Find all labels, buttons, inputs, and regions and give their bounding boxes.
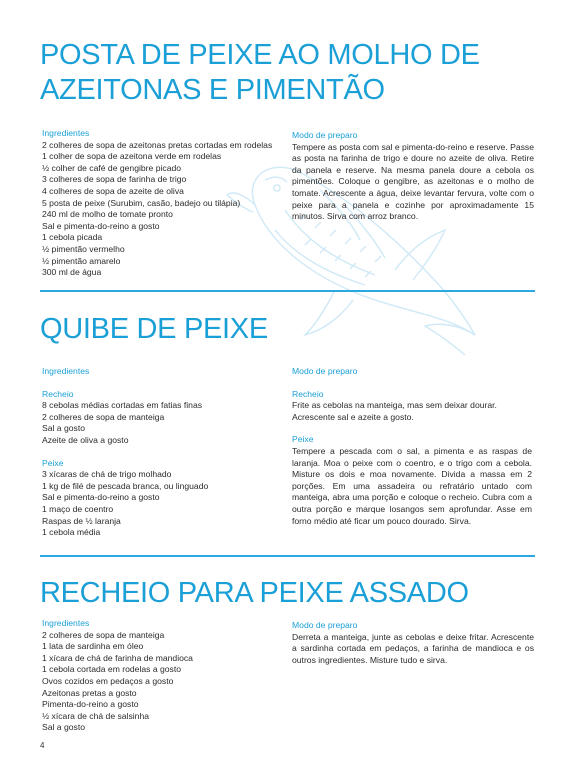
- ingredient-item: 1 maço de coentro: [42, 503, 114, 514]
- ingredients-heading: Ingredientes: [42, 366, 90, 376]
- ingredient-item: 3 xícaras de chá de trigo molhado: [42, 469, 172, 480]
- ingredient-item: 1 cebola média: [42, 527, 101, 538]
- method-section: [292, 620, 534, 666]
- ingredient-item: Sal e pimenta-do-reino a gosto: [42, 492, 160, 503]
- ingredient-item: 4 colheres de sopa de azeite de oliva: [42, 185, 184, 196]
- ingredient-item: 1 xícara de chá de farinha de mandioca: [42, 652, 193, 663]
- method-section: [292, 130, 534, 223]
- ingredients-section: [42, 128, 272, 279]
- method-heading: Modo de preparo: [292, 366, 358, 376]
- ingredient-item: 1 kg de filé de pescada branca, ou linguado: [42, 480, 209, 491]
- ingredient-item: ½ pimentão amarelo: [42, 255, 121, 266]
- ingredients-heading: Ingredientes: [42, 618, 90, 628]
- ingredients-list: [42, 140, 272, 279]
- ingredients-list: [42, 630, 272, 734]
- method-peixe-text: Tempere a pescada com o sal, a pimenta e as raspas de laranja. Moa o peixe com o coentro, e o trigo com a cebola. Misture os dois e moa novamente. Divida a massa em 2 porções. Em uma assadeira ou refratário untado com manteiga, abra uma porção e coloque o recheio. Cubra com a outra porção e marque losangos sem aprofundar. Asse em forno médio até ficar um pouco dourado. Sirva.: [292, 445, 532, 526]
- ingredient-item: ½ pimentão vermelho: [42, 243, 125, 254]
- ingredient-item: Pimenta-do-reino a gosto: [42, 699, 139, 710]
- method-recheio-heading: Recheio: [292, 388, 324, 399]
- ingredient-item: Sal a gosto: [42, 722, 85, 733]
- ingredient-item: 2 colheres de sopa de manteiga: [42, 411, 165, 422]
- peixe-list: [42, 469, 272, 539]
- ingredient-item: 300 ml de água: [42, 267, 102, 278]
- recheio-heading: Recheio: [42, 388, 74, 399]
- method-text: Tempere as posta com sal e pimenta-do-reino e reserve. Passe as posta na farinha de trigo e doure no azeite de oliva. Retire da panela e reserve. Na mesma panela doure a cebola os pimentões. Coloque o gengibre, as azeitonas e o molho de tomate. Acrescente a água, deixe levantar fervura, volte com o peixe para a panela e cozinhe por aproximadamente 15 minutos. Sirva com arroz branco.: [292, 141, 534, 222]
- ingredients-heading: Ingredientes: [42, 128, 90, 138]
- method-recheio-text: Frite as cebolas na manteiga, mas sem deixar dourar. Acrescente sal e azeite a gosto.: [292, 400, 497, 422]
- ingredients-section: [42, 618, 272, 734]
- ingredient-item: ½ colher de café de gengibre picado: [42, 162, 182, 173]
- recipe-title: RECHEIO PARA PEIXE ASSADO: [40, 577, 469, 609]
- method-text: Derreta a manteiga, junte as cebolas e deixe fritar. Acrescente a sardinha cortada em pedaços, a farinha de mandioca e os outros ingredientes. Misture tudo e sirva.: [292, 631, 534, 665]
- ingredient-item: Azeitonas pretas a gosto: [42, 687, 137, 698]
- recipe-title: [40, 38, 480, 108]
- method-section: [292, 366, 532, 527]
- ingredient-item: Sal a gosto: [42, 423, 85, 434]
- section-divider: [40, 290, 535, 292]
- recheio-list: [42, 400, 272, 446]
- ingredient-item: 1 colher de sopa de azeitona verde em rodelas: [42, 151, 222, 162]
- ingredient-item: 240 ml de molho de tomate pronto: [42, 209, 173, 220]
- method-peixe-heading: Peixe: [292, 434, 314, 445]
- ingredient-item: 8 cebolas médias cortadas em fatias finas: [42, 400, 203, 411]
- ingredient-item: 2 colheres de sopa de azeitonas pretas cortadas em rodelas: [42, 139, 273, 150]
- method-heading: Modo de preparo: [292, 130, 358, 140]
- ingredient-item: ½ xícara de chá de salsinha: [42, 710, 150, 721]
- ingredient-item: Ovos cozidos em pedaços a gosto: [42, 675, 174, 686]
- ingredient-item: Raspas de ½ laranja: [42, 515, 121, 526]
- recipe-title: QUIBE DE PEIXE: [40, 313, 268, 345]
- section-divider: [40, 555, 535, 557]
- page-number: 4: [40, 741, 45, 750]
- ingredient-item: 5 posta de peixe (Surubim, casão, badejo ou tilápia): [42, 197, 241, 208]
- title-line-1: POSTA DE PEIXE AO MOLHO DE: [40, 39, 480, 71]
- ingredient-item: 2 colheres de sopa de manteiga: [42, 629, 165, 640]
- ingredient-item: 1 cebola cortada em rodelas a gosto: [42, 664, 182, 675]
- ingredient-item: 1 cebola picada: [42, 232, 103, 243]
- peixe-heading: Peixe: [42, 457, 64, 468]
- method-heading: Modo de preparo: [292, 620, 358, 630]
- ingredient-item: Sal e pimenta-do-reino a gosto: [42, 220, 160, 231]
- ingredient-item: 1 lata de sardinha em óleo: [42, 641, 144, 652]
- title-line-2: AZEITONAS E PIMENTÃO: [40, 74, 385, 106]
- ingredient-item: Azeite de oliva a gosto: [42, 434, 129, 445]
- ingredient-item: 3 colheres de sopa de farinha de trigo: [42, 174, 187, 185]
- ingredients-section: [42, 366, 272, 539]
